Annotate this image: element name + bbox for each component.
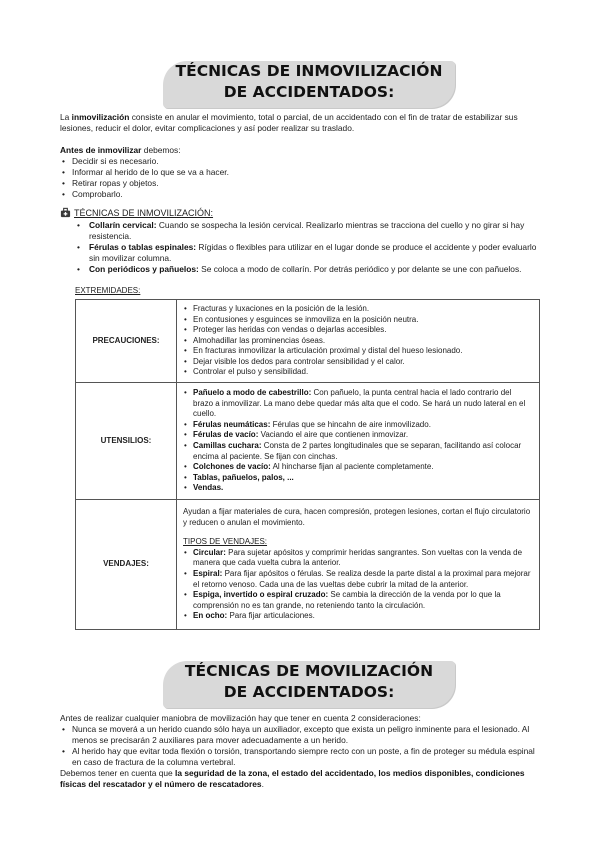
movilizacion-intro: Antes de realizar cualquier maniobra de movilización hay que tener en cuenta 2 consideraciones: <box>60 713 421 723</box>
antes-bold: Antes de inmovilizar <box>60 145 142 155</box>
item-text: Vaciando el aire que contienen inmovizar. <box>258 430 409 440</box>
list-item <box>183 420 533 431</box>
movilizacion-closing <box>60 768 540 790</box>
list-item <box>183 462 533 473</box>
item-bold: Circular: <box>193 547 226 557</box>
closing-post: . <box>261 778 264 789</box>
list-item <box>183 430 533 441</box>
item-bold: Collarín cervical: <box>89 220 157 230</box>
vendajes-label: VENDAJES: <box>76 500 177 630</box>
item-text: Con pañuelo, la punta central hacia el lado contrario del brazo a inmovilizar. La mano debe quedar más alta que el codo. Se hará un nudo lateral en el cuello. <box>193 388 526 419</box>
tecnicas-heading <box>60 207 213 220</box>
list-item: • Informar al herido de lo que se va a hacer. <box>60 167 229 178</box>
vendajes-intro: Ayudan a fijar materiales de cura, hacen compresión, protegen lesiones, cortan el flujo circulatorio y reducen o anulan el movimiento. <box>183 507 531 527</box>
list-item: • Fracturas y luxaciones en la posición de la lesión. <box>183 304 533 315</box>
movilizacion-list <box>60 724 540 768</box>
item-bold: Camillas cuchara: <box>193 441 262 450</box>
item-bold: Tablas, pañuelos, palos, ... <box>193 472 294 482</box>
list-item <box>77 264 542 275</box>
vendajes-cell <box>177 500 540 630</box>
item-text: Al hincharse fijan al paciente completamente. <box>270 462 434 472</box>
item-bold: Colchones de vacío: <box>193 462 271 472</box>
item-bold: Pañuelo a modo de cabestrillo: <box>193 388 312 398</box>
list-item <box>183 388 533 420</box>
utensilios-label: UTENSILIOS: <box>76 383 177 500</box>
title-banner-inmovilizacion <box>163 61 455 108</box>
list-item: • Retirar ropas y objetos. <box>60 178 229 189</box>
antes-post: debemos: <box>141 145 181 155</box>
list-item <box>183 473 533 484</box>
list-item: • Almohadillar las prominencias óseas. <box>183 336 533 347</box>
item-text: Consta de 2 partes longitudinales que se separan, facilitando así colocar encima al paciente. Se fijan con cinchas. <box>193 441 522 461</box>
list-item: • Nunca se moverá a un herido cuando sólo haya un auxiliador, excepto que exista un peligro inminente para el lesionado. Al menos se precisarán 2 auxiliares para mover adecuadamente a un herido. <box>60 724 540 746</box>
tecnicas-list <box>77 220 542 275</box>
list-item: • En contusiones y esguinces se inmoviliza en la posición neutra. <box>183 315 533 326</box>
intro-paragraph <box>60 112 540 134</box>
tecnicas-heading-text: TÉCNICAS DE INMOVILIZACIÓN: <box>74 208 214 218</box>
title-banner-movilizacion <box>163 661 455 708</box>
list-item <box>77 242 542 264</box>
intro-pre: La <box>60 112 72 122</box>
item-text: Para sujetar apósitos y comprimir heridas sangrantes. Son vueltas con la venda de manera que cada vuelta cubra la anterior. <box>193 547 523 568</box>
list-item: • En fracturas inmovilizar la articulación proximal y distal del hueso lesionado. <box>183 346 533 357</box>
item-bold: Férulas neumáticas: <box>193 419 271 429</box>
utensilios-cell <box>177 383 540 500</box>
list-item <box>183 548 533 569</box>
item-bold: Espiral: <box>193 569 223 578</box>
list-item: • Proteger las heridas con vendas o dejarlas accesibles. <box>183 325 533 336</box>
item-text: Férulas que se hincahn de aire inmovilizado. <box>270 419 431 429</box>
antes-heading <box>60 145 540 156</box>
title-line-1: TÉCNICAS DE INMOVILIZACIÓN <box>175 62 443 80</box>
list-item: • Comprobarlo. <box>60 189 229 200</box>
list-item <box>183 590 533 611</box>
title-line-2: DE ACCIDENTADOS: <box>223 83 395 101</box>
medical-kit-icon <box>60 207 71 218</box>
list-item: • Decidir si es necesario. <box>60 156 229 167</box>
item-bold: Espiga, invertido o espiral cruzado: <box>193 590 329 600</box>
list-item: • Controlar el pulso y sensibilidad. <box>183 367 533 378</box>
tipos-heading: TIPOS DE VENDAJES: <box>183 537 268 547</box>
item-text: Para fijar apósitos o férulas. Se realiza desde la parte distal a la proximal para mejorar el retorno venoso. Cada una de las vueltas debe cubrir la mitad de la anterior. <box>193 569 531 589</box>
intro-bold: inmovilización <box>71 112 130 122</box>
title-line-2: DE ACCIDENTADOS: <box>223 683 395 701</box>
precauciones-label: PRECAUCIONES: <box>76 300 177 383</box>
precauciones-cell <box>177 300 540 383</box>
closing-pre: Debemos tener en cuenta que <box>60 768 176 778</box>
list-item <box>77 220 542 242</box>
item-bold: Vendas. <box>193 483 224 493</box>
intro-post: consiste en anular el movimiento, total o parcial, de un accidentado con el fin de tratar de estabilizar sus lesiones, reducir el dolor, evitar complicaciones y así poder realizar su traslado. <box>60 112 518 133</box>
list-item <box>183 483 533 494</box>
item-text: Se cambia la dirección de la venda por lo que la comprensión no es tan grande, no reteniendo tanto la circulación. <box>193 590 501 610</box>
item-text: Cuando se sospecha la lesión cervical. Realizarlo mientras se tracciona del cuello y no girar si hay resistencia. <box>89 220 525 241</box>
extremidades-heading: EXTREMIDADES: <box>75 286 141 295</box>
item-text: Rígidas o flexibles para utilizar en el lugar donde se produce el accidente y poder evaluarlo sin movilizar columna. <box>89 241 537 263</box>
list-item: • Al herido hay que evitar toda flexión o torsión, transportando siempre recto con un poste, a fin de proteger su médula espinal en caso de fractura de la columna vertebral. <box>60 746 540 768</box>
table-row <box>76 383 540 500</box>
item-bold: En ocho: <box>193 611 228 621</box>
list-item <box>183 569 533 590</box>
list-item <box>183 441 533 462</box>
table-row <box>76 500 540 630</box>
table-row <box>76 300 540 383</box>
list-item <box>183 611 533 622</box>
antes-list <box>60 156 229 200</box>
item-bold: Férulas o tablas espinales: <box>89 241 197 252</box>
item-bold: Con periódicos y pañuelos: <box>89 263 199 274</box>
closing-bold: la seguridad de la zona, el estado del accidentado, los medios disponibles, condiciones físicas del rescatador y el número de rescatadores <box>60 768 525 789</box>
item-text: Para fijar articulaciones. <box>227 611 315 621</box>
item-text: Se coloca a modo de collarín. Por detrás periódico y por delante se une con pañuelos. <box>198 263 522 274</box>
extremidades-table <box>75 299 540 630</box>
item-bold: Férulas de vacío: <box>193 430 259 440</box>
list-item: • Dejar visible los dedos para controlar sensibilidad y el calor. <box>183 357 533 368</box>
title-line-1: TÉCNICAS DE MOVILIZACIÓN <box>184 662 434 680</box>
